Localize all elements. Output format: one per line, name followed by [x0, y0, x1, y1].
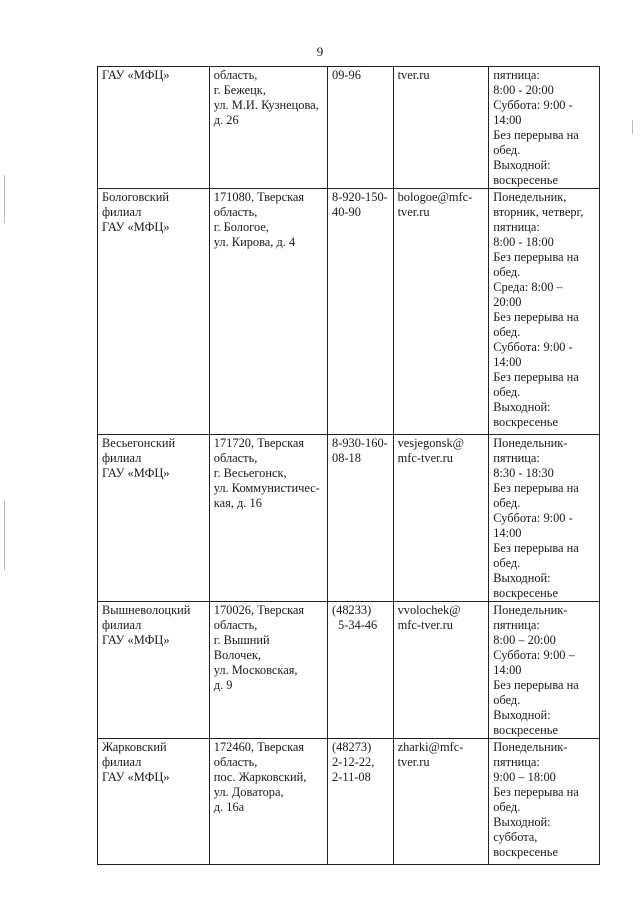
branch-address-line: г. Вышний	[213, 633, 270, 647]
branch-hours-cell	[489, 189, 600, 435]
branch-phone-line: 08-18	[332, 451, 361, 465]
branch-address-line: ул. Доватора,	[213, 785, 284, 799]
branch-address-line: 171720, Тверская	[213, 436, 305, 450]
branch-email-line: tver.ru	[397, 68, 430, 82]
branch-hours-line: Суббота: 9:00 -	[493, 511, 573, 525]
branch-phone-line: 8-930-160-	[332, 436, 388, 450]
branch-name-cell	[98, 435, 210, 602]
branch-name-line: ГАУ «МФЦ»	[102, 220, 170, 234]
branch-hours-line: 14:00	[493, 355, 522, 369]
branch-address-line: ул. М.И. Кузнецова,	[213, 98, 319, 112]
branch-name-cell	[98, 67, 210, 189]
branch-address-line: область,	[213, 618, 258, 632]
branch-hours-line: обед.	[493, 265, 521, 279]
branch-hours-line: 14:00	[493, 663, 522, 677]
branch-hours-line: обед.	[493, 325, 521, 339]
branch-phone-cell	[328, 739, 394, 865]
branch-email-line: tver.ru	[397, 205, 430, 219]
branch-phone-line: 8-920-150-	[332, 190, 388, 204]
branch-address-line: ул. Кирова, д. 4	[213, 235, 296, 249]
branch-address-line: г. Бежецк,	[213, 83, 266, 97]
branch-email-line: mfc-tver.ru	[397, 618, 453, 632]
branch-address-line: д. 26	[213, 113, 239, 127]
branch-hours-line: Среда: 8:00 –	[493, 280, 563, 294]
branch-hours-line: Понедельник-	[493, 603, 568, 617]
branch-email-line: vvolochek@	[397, 603, 461, 617]
branch-hours-line: пятница:	[493, 755, 540, 769]
branch-address-cell	[209, 602, 327, 739]
branch-hours-line: обед.	[493, 800, 521, 814]
branch-table	[97, 66, 600, 865]
branch-hours-line: Выходной:	[493, 571, 551, 585]
branch-address-line: Волочек,	[213, 648, 261, 662]
branch-phone-line: 09-96	[332, 68, 361, 82]
branch-hours-line: 20:00	[493, 295, 522, 309]
table-row	[98, 189, 600, 435]
branch-hours-line: Выходной:	[493, 158, 551, 172]
branch-hours-line: воскресенье	[493, 723, 558, 737]
branch-hours-line: Без перерыва на	[493, 678, 579, 692]
branch-phone-cell	[328, 602, 394, 739]
branch-email-cell	[393, 435, 489, 602]
branch-hours-line: Понедельник-	[493, 740, 568, 754]
branch-name-line: филиал	[102, 618, 142, 632]
branch-name-line: Весьегонский	[102, 436, 176, 450]
branch-address-cell	[209, 189, 327, 435]
branch-hours-line: Без перерыва на	[493, 785, 579, 799]
branch-hours-line: воскресенье	[493, 173, 558, 187]
branch-hours-line: Без перерыва на	[493, 250, 579, 264]
branch-phone-cell	[328, 189, 394, 435]
branch-name-line: ГАУ «МФЦ»	[102, 633, 170, 647]
branch-phone-line: (48273)	[332, 740, 372, 754]
branch-name-line: филиал	[102, 755, 142, 769]
branch-address-line: ул. Московская,	[213, 663, 298, 677]
branch-name-line: ГАУ «МФЦ»	[102, 770, 170, 784]
branch-hours-line: пятница:	[493, 220, 540, 234]
branch-address-cell	[209, 435, 327, 602]
branch-hours-line: 14:00	[493, 526, 522, 540]
branch-hours-line: пятница:	[493, 618, 540, 632]
branch-address-line: область,	[213, 451, 258, 465]
branch-address-line: д. 16а	[213, 800, 245, 814]
branch-name-line: филиал	[102, 451, 142, 465]
branch-address-line: д. 9	[213, 678, 233, 692]
branch-hours-line: Выходной:	[493, 708, 551, 722]
branch-address-line: область,	[213, 68, 258, 82]
branch-hours-line: суббота,	[493, 830, 538, 844]
branch-hours-line: Суббота: 9:00 -	[493, 98, 573, 112]
branch-hours-line: Понедельник-	[493, 436, 568, 450]
branch-phone-line: 40-90	[332, 205, 361, 219]
branch-name-line: Бологовский	[102, 190, 170, 204]
branch-name-line: филиал	[102, 205, 142, 219]
branch-hours-line: воскресенье	[493, 415, 558, 429]
branch-hours-line: обед.	[493, 385, 521, 399]
branch-address-line: 172460, Тверская	[213, 740, 305, 754]
branch-hours-line: 14:00	[493, 113, 522, 127]
branch-hours-line: 9:00 – 18:00	[493, 770, 556, 784]
branch-name-cell	[98, 189, 210, 435]
branch-phone-line: 5-34-46	[338, 618, 378, 632]
branch-hours-line: Выходной:	[493, 815, 551, 829]
branch-hours-line: Суббота: 9:00 -	[493, 340, 573, 354]
branch-email-cell	[393, 189, 489, 435]
branch-phone-line: (48233)	[332, 603, 372, 617]
branch-hours-line: Без перерыва на	[493, 541, 579, 555]
branch-hours-line: вторник, четверг,	[493, 205, 584, 219]
branch-hours-line: Суббота: 9:00 –	[493, 648, 575, 662]
branch-hours-line: Без перерыва на	[493, 128, 579, 142]
scan-artifact-mark	[632, 120, 633, 134]
branch-phone-cell	[328, 435, 394, 602]
branch-phone-line: 2-11-08	[332, 770, 371, 784]
branch-hours-line: пятница:	[493, 68, 540, 82]
branch-hours-line: Без перерыва на	[493, 370, 579, 384]
branch-hours-cell	[489, 739, 600, 865]
branch-email-line: zharki@mfc-	[397, 740, 464, 754]
table-row	[98, 435, 600, 602]
branch-address-line: область,	[213, 205, 258, 219]
branch-address-line: 171080, Тверская	[213, 190, 305, 204]
branch-address-cell	[209, 67, 327, 189]
branch-email-line: bologoe@mfc-	[397, 190, 473, 204]
table-row	[98, 67, 600, 189]
branch-name-cell	[98, 739, 210, 865]
branch-hours-line: 8:30 - 18:30	[493, 466, 554, 480]
branch-name-line: ГАУ «МФЦ»	[102, 466, 170, 480]
table-row	[98, 602, 600, 739]
branch-phone-line: 2-12-22,	[332, 755, 375, 769]
branch-hours-line: пятница:	[493, 451, 540, 465]
branch-email-cell	[393, 67, 489, 189]
branch-hours-line: 8:00 – 20:00	[493, 633, 556, 647]
scan-artifact-mark	[4, 500, 5, 570]
branch-email-line: tver.ru	[397, 755, 430, 769]
branch-name-cell	[98, 602, 210, 739]
branch-address-cell	[209, 739, 327, 865]
branch-email-line: vesjegonsk@	[397, 436, 465, 450]
branch-hours-line: воскресенье	[493, 586, 558, 600]
branch-name-line: Вышневолоцкий	[102, 603, 191, 617]
branch-hours-line: Без перерыва на	[493, 481, 579, 495]
branch-table-body	[98, 67, 600, 865]
branch-hours-line: Выходной:	[493, 400, 551, 414]
scan-artifact-mark	[4, 175, 5, 223]
branch-hours-line: 8:00 - 20:00	[493, 83, 554, 97]
page-number: 9	[316, 44, 324, 59]
branch-phone-cell	[328, 67, 394, 189]
branch-email-cell	[393, 739, 489, 865]
branch-hours-line: Без перерыва на	[493, 310, 579, 324]
branch-hours-line: обед.	[493, 693, 521, 707]
branch-name-line: ГАУ «МФЦ»	[102, 68, 170, 82]
branch-address-line: область,	[213, 755, 258, 769]
branch-hours-line: 8:00 - 18:00	[493, 235, 554, 249]
branch-hours-line: обед.	[493, 496, 521, 510]
branch-hours-line: обед.	[493, 556, 521, 570]
branch-address-line: г. Бологое,	[213, 220, 269, 234]
branch-hours-cell	[489, 435, 600, 602]
branch-email-line: mfc-tver.ru	[397, 451, 453, 465]
branch-hours-line: Понедельник,	[493, 190, 567, 204]
branch-address-line: кая, д. 16	[213, 496, 262, 510]
branch-address-line: 170026, Тверская	[213, 603, 305, 617]
branch-address-line: пос. Жарковский,	[213, 770, 307, 784]
branch-hours-cell	[489, 67, 600, 189]
branch-hours-line: обед.	[493, 143, 521, 157]
table-row	[98, 739, 600, 865]
branch-hours-line: воскресенье	[493, 845, 558, 859]
branch-address-line: ул. Коммунистичес-	[213, 481, 320, 495]
branch-email-cell	[393, 602, 489, 739]
branch-name-line: Жарковский	[102, 740, 167, 754]
branch-address-line: г. Весьегонск,	[213, 466, 287, 480]
branch-hours-cell	[489, 602, 600, 739]
